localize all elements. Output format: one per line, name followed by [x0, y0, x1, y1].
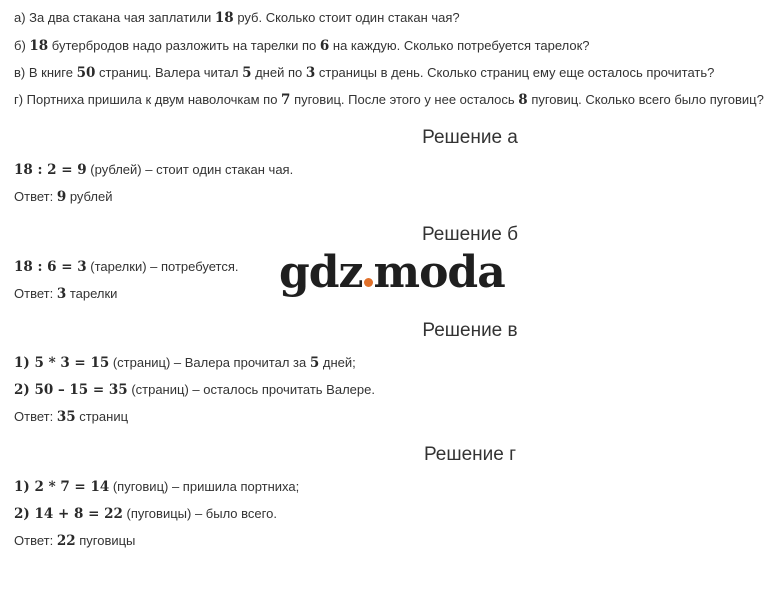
solution-v-line-2: 2) 50 – 15 = 35 (страниц) – осталось прочитать Валере. — [14, 382, 375, 398]
watermark-dot-icon — [364, 278, 373, 287]
solution-v-line-1: 1) 5 * 3 = 15 (страниц) – Валера прочитал за 5 дней; — [14, 355, 356, 371]
solution-v-heading: Решение в — [422, 320, 518, 341]
problem-g: г) Портниха пришила к двум наволочкам по 7 пуговиц. После этого у нее осталось 8 пуговиц. Сколько всего было пуговиц? — [14, 92, 764, 108]
solution-b-heading: Решение б — [421, 224, 519, 245]
solution-a-heading: Решение а — [422, 127, 518, 148]
solution-g-line-1: 1) 2 * 7 = 14 (пуговиц) – пришила портниха; — [14, 479, 300, 495]
solution-a-line-1: 18 : 2 = 9 (рублей) – стоит один стакан чая. — [14, 162, 294, 178]
solution-v-answer: Ответ: 35 страниц — [14, 409, 129, 425]
problem-v: в) В книге 50 страниц. Валера читал 5 дней по 3 страницы в день. Сколько страниц ему еще осталось прочитать? — [14, 65, 715, 81]
problem-b: б) 18 бутербродов надо разложить на тарелки по 6 на каждую. Сколько потребуется тарелок? — [14, 38, 590, 54]
solution-g-line-2: 2) 14 + 8 = 22 (пуговицы) – было всего. — [14, 506, 277, 522]
watermark-logo: gdz moda — [279, 247, 505, 298]
solution-b-answer: Ответ: 3 тарелки — [14, 286, 118, 302]
solution-g-answer: Ответ: 22 пуговицы — [14, 533, 136, 549]
solution-g-heading: Решение г — [423, 444, 517, 465]
problem-a: а) За два стакана чая заплатили 18 руб. Сколько стоит один стакан чая? — [14, 10, 460, 26]
solution-a-answer: Ответ: 9 рублей — [14, 189, 113, 205]
solution-b-line-1: 18 : 6 = 3 (тарелки) – потребуется. — [14, 259, 239, 275]
